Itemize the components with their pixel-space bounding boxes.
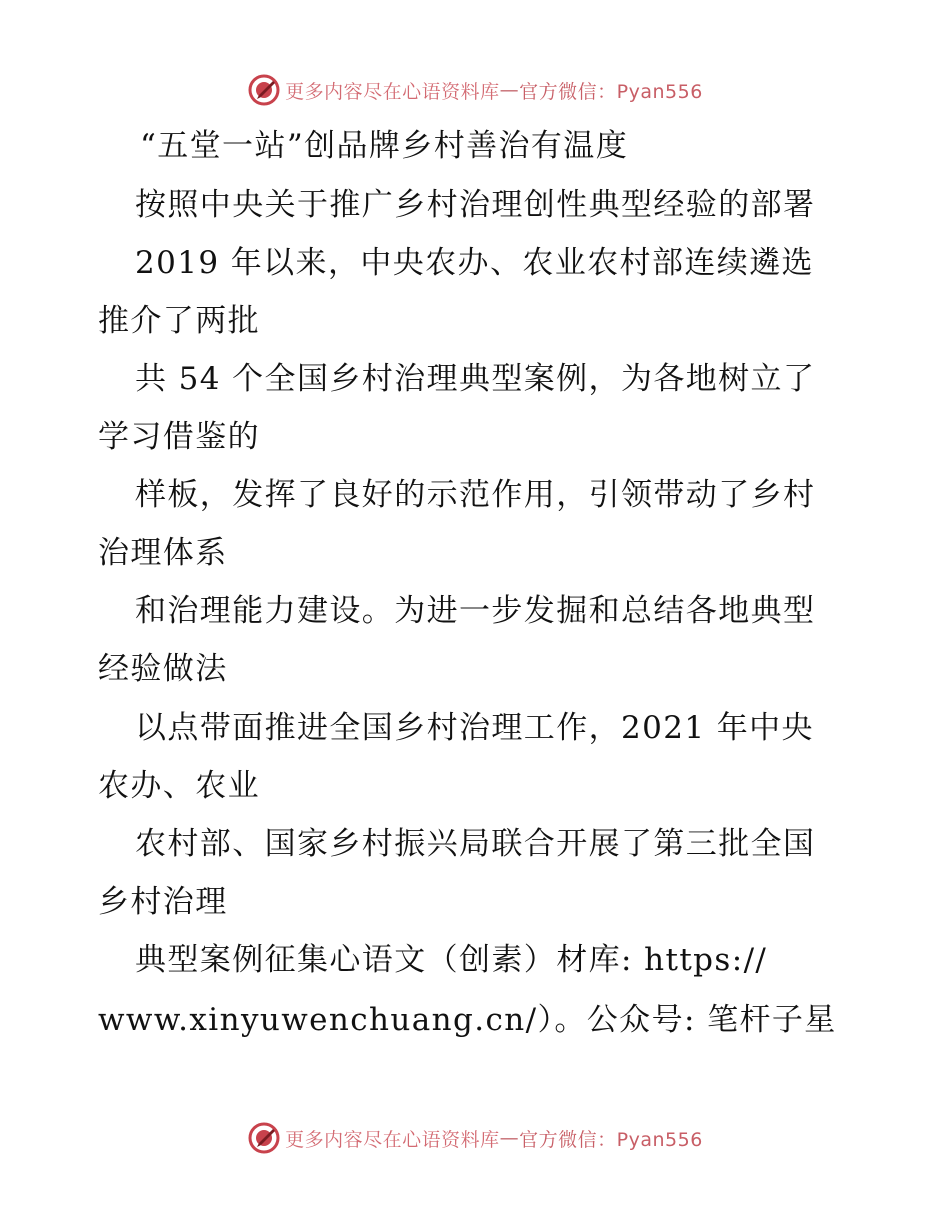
watermark-text: 更多内容尽在心语资料库 — [285, 80, 500, 103]
paragraph-line: 经验做法 — [98, 651, 228, 687]
pen-seal-icon — [247, 73, 281, 107]
paragraph-line: 样板，发挥了良好的示范作用，引领带动了乡村 — [135, 477, 816, 513]
paragraph-line: 按照中央关于推广乡村治理创性典型经验的部署 — [135, 187, 816, 223]
watermark-text: 更多内容尽在心语资料库 — [285, 1128, 500, 1151]
paragraph-line: 农办、农业 — [98, 768, 260, 804]
paragraph-line: 治理体系 — [98, 535, 228, 571]
paragraph-line: www.xinyuwenchuang.cn/）。公众号: 笔杆子星 — [98, 1002, 837, 1038]
document-title: “五堂一站”创品牌乡村善治有温度 — [140, 128, 629, 164]
watermark-dash: — — [499, 1127, 520, 1149]
paragraph-line: 和治理能力建设。为进一步发掘和总结各地典型 — [135, 593, 816, 629]
header-watermark — [0, 70, 950, 110]
paragraph-line: 共 54 个全国乡村治理典型案例，为各地树立了 — [135, 361, 816, 397]
paragraph-line: 推介了两批 — [98, 303, 260, 339]
paragraph-line: 典型案例征集心语文（创素）材库: https:// — [135, 942, 768, 978]
paragraph-line: 以点带面推进全国乡村治理工作，2021 年中央 — [135, 710, 814, 746]
watermark-wechat: 官方微信：Pyan556 — [519, 1128, 703, 1151]
paragraph-line: 学习借鉴的 — [98, 419, 260, 455]
paragraph-line: 农村部、国家乡村振兴局联合开展了第三批全国 — [135, 826, 816, 862]
footer-watermark — [0, 1118, 950, 1158]
watermark-wechat: 官方微信：Pyan556 — [519, 80, 703, 103]
paragraph-line: 2019 年以来，中央农办、农业农村部连续遴选 — [135, 245, 814, 281]
watermark-dash: — — [499, 79, 520, 101]
pen-seal-icon — [247, 1121, 281, 1155]
paragraph-line: 乡村治理 — [98, 884, 228, 920]
